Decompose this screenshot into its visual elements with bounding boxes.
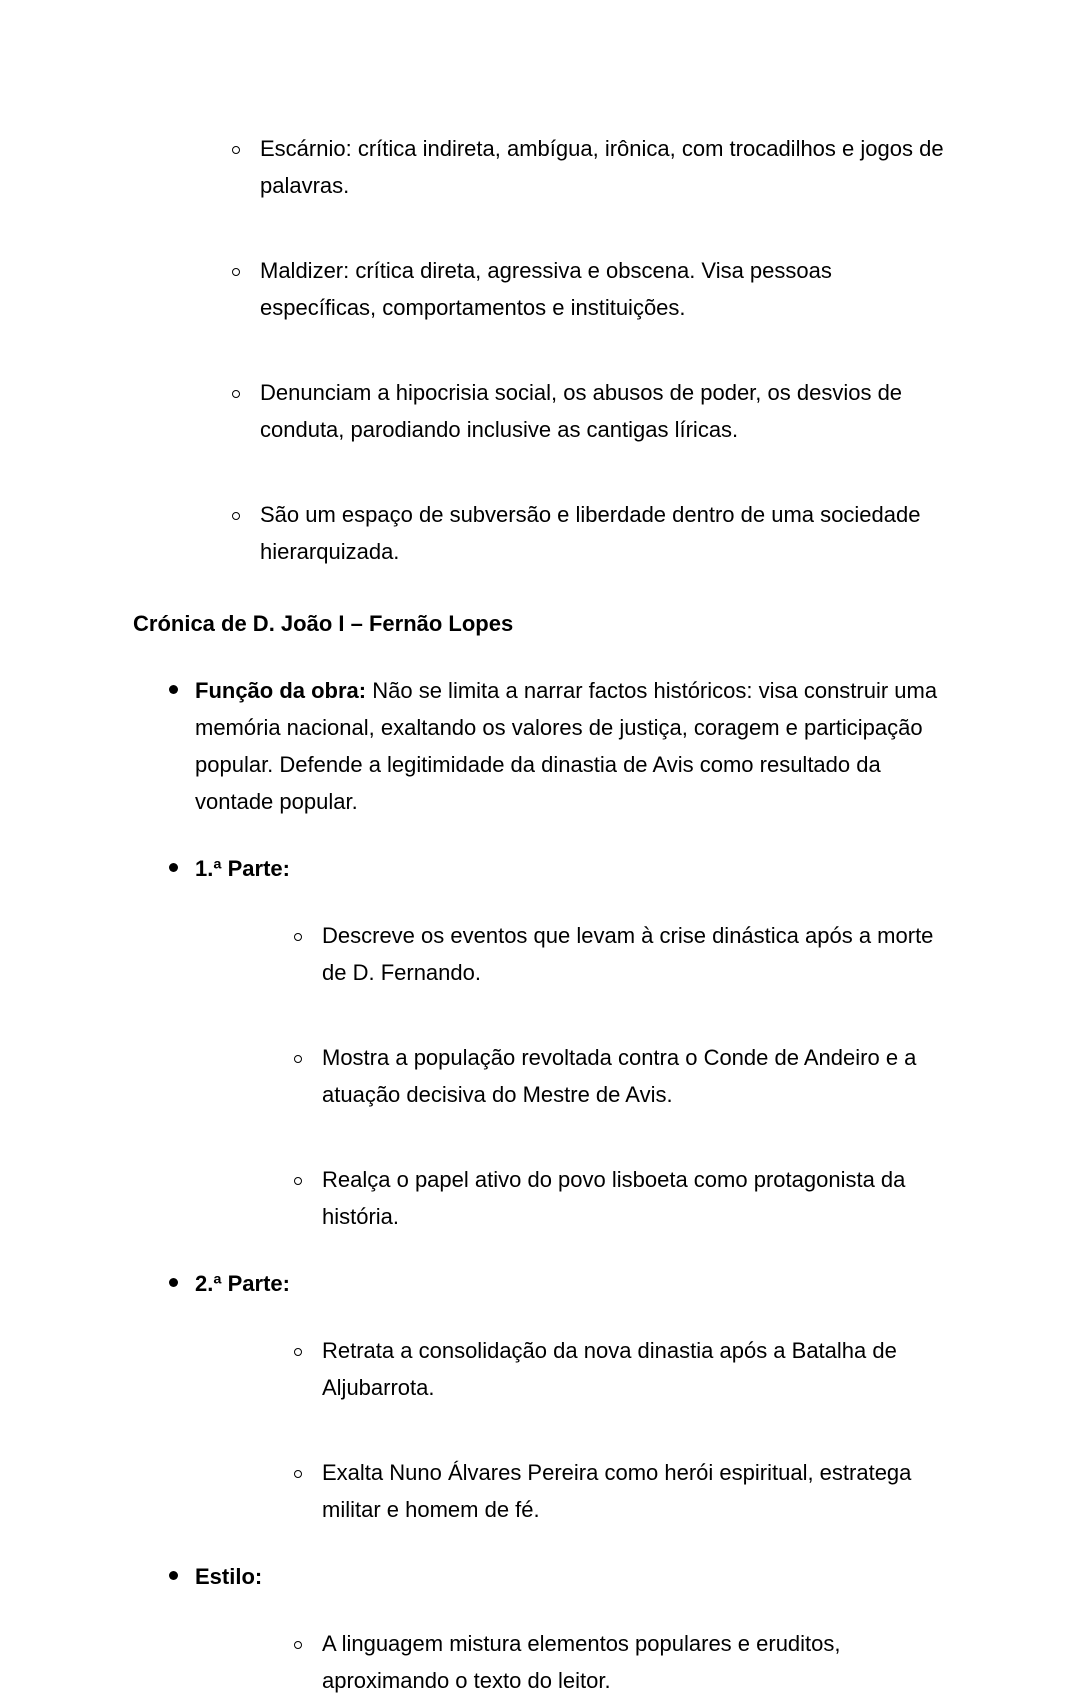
list-item-label: Função da obra: bbox=[195, 678, 367, 703]
list-item-text: Exalta Nuno Álvares Pereira como herói espiritual, estratega militar e homem de fé. bbox=[322, 1460, 912, 1522]
list-item-text: Escárnio: crítica indireta, ambígua, irônica, com trocadilhos e jogos de palavras. bbox=[260, 136, 944, 198]
list-item-label: 1.ª Parte: bbox=[195, 856, 290, 881]
list-item bbox=[133, 672, 950, 820]
hollow-circle-bullet-icon bbox=[229, 496, 243, 533]
nested-bullet-list bbox=[195, 917, 950, 1235]
hollow-circle-bullet-icon bbox=[291, 1625, 305, 1662]
list-item-text: Não se limita a narrar factos históricos: visa construir uma memória nacional, exaltando os valores de justiça, coragem e participação popular. Defende a legitimidade da dinastia de Avis como resultado da vontade popular. bbox=[195, 678, 938, 814]
hollow-circle-bullet-icon bbox=[229, 374, 243, 411]
hollow-circle-bullet-icon bbox=[291, 1161, 305, 1198]
list-item bbox=[133, 1558, 950, 1699]
nested-bullet-list bbox=[195, 1332, 950, 1528]
filled-circle-bullet-icon bbox=[166, 1265, 180, 1302]
filled-circle-bullet-icon bbox=[166, 1558, 180, 1595]
filled-circle-bullet-icon bbox=[166, 672, 180, 709]
list-item-text: São um espaço de subversão e liberdade dentro de uma sociedade hierarquizada. bbox=[260, 502, 921, 564]
list-item-label: 2.ª Parte: bbox=[195, 1271, 290, 1296]
filled-circle-bullet-icon bbox=[166, 850, 180, 887]
list-item bbox=[195, 1454, 950, 1528]
list-item bbox=[133, 130, 950, 204]
list-item bbox=[133, 374, 950, 448]
list-item-text: Descreve os eventos que levam à crise dinástica após a morte de D. Fernando. bbox=[322, 923, 934, 985]
section-heading: Crónica de D. João I – Fernão Lopes bbox=[133, 611, 514, 636]
list-item bbox=[195, 1161, 950, 1235]
list-item bbox=[133, 850, 950, 1235]
hollow-circle-bullet-icon bbox=[229, 252, 243, 289]
list-item-text: A linguagem mistura elementos populares e eruditos, aproximando o texto do leitor. bbox=[322, 1631, 841, 1693]
list-item-text: Realça o papel ativo do povo lisboeta como protagonista da história. bbox=[322, 1167, 906, 1229]
list-item bbox=[133, 1265, 950, 1528]
hollow-circle-bullet-icon bbox=[291, 1454, 305, 1491]
list-item-text: Mostra a população revoltada contra o Conde de Andeiro e a atuação decisiva do Mestre de Avis. bbox=[322, 1045, 917, 1107]
nested-bullet-list bbox=[195, 1625, 950, 1699]
list-item bbox=[195, 917, 950, 991]
list-item bbox=[133, 252, 950, 326]
list-item-text: Maldizer: crítica direta, agressiva e obscena. Visa pessoas específicas, comportamentos e instituições. bbox=[260, 258, 832, 320]
section-bullet-list bbox=[133, 672, 950, 1699]
list-item-label: Estilo: bbox=[195, 1564, 263, 1589]
hollow-circle-bullet-icon bbox=[291, 1039, 305, 1076]
hollow-circle-bullet-icon bbox=[229, 130, 243, 167]
list-item bbox=[195, 1332, 950, 1406]
section-spacer bbox=[133, 570, 950, 605]
hollow-circle-bullet-icon bbox=[291, 1332, 305, 1369]
list-item bbox=[195, 1039, 950, 1113]
document-body bbox=[133, 130, 950, 1699]
list-item bbox=[195, 1625, 950, 1699]
list-item-text: Retrata a consolidação da nova dinastia após a Batalha de Aljubarrota. bbox=[322, 1338, 897, 1400]
list-item-text: Denunciam a hipocrisia social, os abusos de poder, os desvios de conduta, parodiando inclusive as cantigas líricas. bbox=[260, 380, 903, 442]
intro-bullet-list bbox=[133, 130, 950, 570]
list-item bbox=[133, 496, 950, 570]
hollow-circle-bullet-icon bbox=[291, 917, 305, 954]
